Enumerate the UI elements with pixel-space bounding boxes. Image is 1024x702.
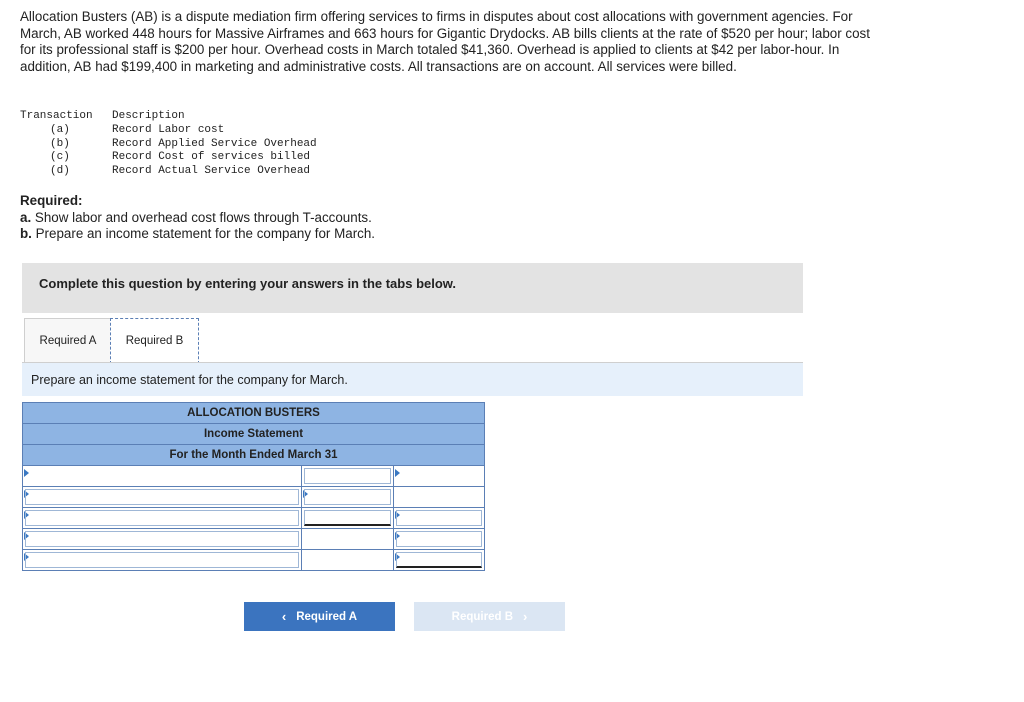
statement-grid bbox=[22, 466, 485, 571]
transaction-code: (d) bbox=[50, 165, 70, 178]
transaction-description: Record Labor cost bbox=[112, 123, 225, 136]
total-input[interactable] bbox=[394, 487, 484, 507]
transaction-code: (a) bbox=[50, 123, 70, 136]
required-heading: Required: bbox=[20, 193, 83, 208]
required-b-label: b. bbox=[20, 226, 32, 242]
instruction-text: Prepare an income statement for the company for March. bbox=[31, 373, 348, 387]
amount-input[interactable] bbox=[302, 466, 394, 486]
previous-tab-button[interactable] bbox=[244, 602, 395, 631]
tab-required-b[interactable]: Required B bbox=[110, 318, 199, 364]
total-input[interactable] bbox=[394, 466, 484, 486]
amount-input[interactable] bbox=[302, 487, 394, 507]
statement-row bbox=[23, 486, 484, 507]
amount-input[interactable] bbox=[302, 508, 394, 528]
required-b-text: Prepare an income statement for the company for March. bbox=[31, 226, 376, 242]
transaction-description: Record Actual Service Overhead bbox=[112, 165, 311, 178]
next-button-label: Required B bbox=[451, 610, 513, 623]
previous-button-label: Required A bbox=[296, 610, 358, 623]
line-item-dropdown[interactable] bbox=[23, 550, 302, 570]
required-a-label: a. bbox=[20, 209, 32, 225]
tab-instruction bbox=[22, 363, 803, 396]
total-input[interactable] bbox=[394, 508, 484, 528]
chevron-right-icon: › bbox=[523, 609, 528, 624]
transaction-row bbox=[20, 124, 317, 138]
amount-input[interactable] bbox=[302, 550, 394, 570]
income-statement bbox=[22, 402, 485, 571]
instruction-banner bbox=[22, 263, 803, 313]
line-item-dropdown[interactable] bbox=[23, 529, 302, 549]
total-input[interactable] bbox=[394, 529, 484, 549]
line-item-dropdown[interactable] bbox=[23, 508, 302, 528]
transaction-code: (c) bbox=[50, 151, 70, 164]
total-input[interactable] bbox=[394, 550, 484, 570]
statement-row bbox=[23, 507, 484, 528]
next-tab-button[interactable] bbox=[414, 602, 565, 631]
line-item-dropdown[interactable] bbox=[23, 466, 302, 486]
tab-required-a[interactable]: Required A bbox=[24, 318, 112, 363]
transaction-header: Transaction bbox=[20, 110, 93, 122]
transaction-description: Record Cost of services billed bbox=[112, 151, 311, 164]
transaction-row bbox=[20, 151, 317, 165]
dropdown-indicator-icon bbox=[24, 469, 29, 477]
transaction-code: (b) bbox=[50, 137, 70, 150]
statement-row bbox=[23, 528, 484, 549]
statement-row bbox=[23, 549, 484, 570]
transaction-row bbox=[20, 165, 317, 179]
transaction-table bbox=[20, 110, 317, 179]
statement-period: For the Month Ended March 31 bbox=[22, 444, 485, 466]
banner-text: Complete this question by entering your answers in the tabs below. bbox=[39, 276, 457, 291]
problem-text: Allocation Busters (AB) is a dispute mediation firm offering services to firms in disputes about cost allocations with government agencies. For March, AB worked 448 hours for Massive Airframes and 663 hours for Gigantic Drydocks. AB bills clients at the rate of $520 per hour; labor cost for its professional staff is $200 per hour. Overhead costs in March totaled $41,360. Overhead is applied to clients at $42 per labor-hour. In addition, AB had $199,400 in marketing and administrative costs. All transactions are on account. All services were billed. bbox=[20, 9, 870, 74]
transaction-row bbox=[20, 138, 317, 152]
required-section bbox=[20, 193, 375, 243]
transaction-description: Record Applied Service Overhead bbox=[112, 137, 317, 150]
statement-title: Income Statement bbox=[22, 423, 485, 444]
required-a-text: Show labor and overhead cost flows through T-accounts. bbox=[31, 209, 372, 225]
statement-row bbox=[23, 466, 484, 486]
line-item-dropdown[interactable] bbox=[23, 487, 302, 507]
transaction-header-row bbox=[20, 110, 317, 124]
dropdown-indicator-icon bbox=[395, 469, 400, 477]
amount-input[interactable] bbox=[302, 529, 394, 549]
description-header: Description bbox=[112, 110, 185, 122]
company-name: ALLOCATION BUSTERS bbox=[22, 402, 485, 423]
chevron-left-icon: ‹ bbox=[281, 609, 287, 624]
